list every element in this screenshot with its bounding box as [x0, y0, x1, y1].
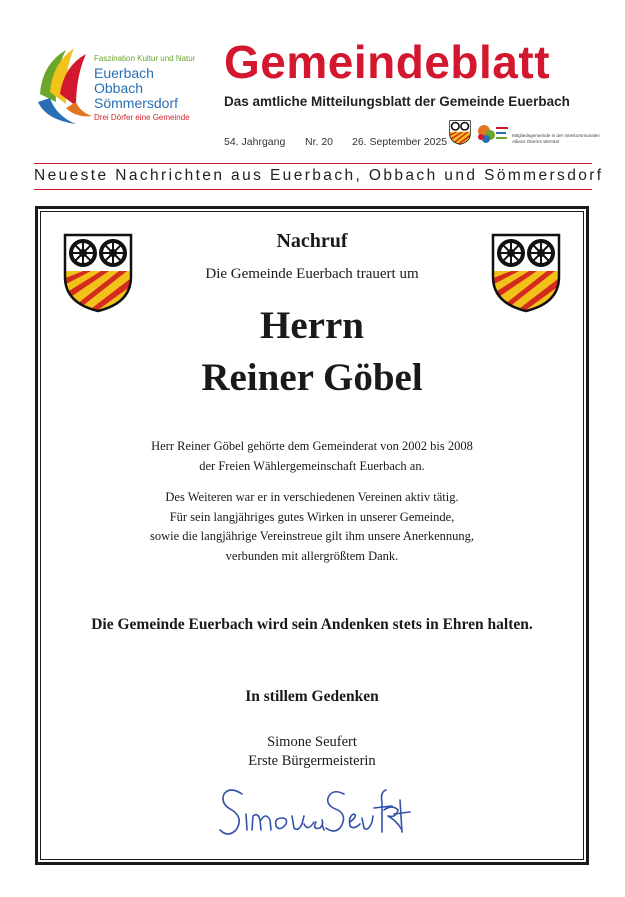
obituary-paragraph-2 — [40, 488, 584, 566]
header-rule-top — [34, 163, 592, 164]
obituary-intro: Die Gemeinde Euerbach trauert um — [205, 266, 419, 282]
header-tagline: Neueste Nachrichten aus Euerbach, Obbach und Sömmersdorf — [34, 167, 604, 184]
paragraph-line: Des Weiteren war er in verschiedenen Vereinen aktiv tätig. — [165, 490, 459, 504]
obituary-remembrance: In stillem Gedenken — [245, 688, 379, 705]
signer-title: Erste Bürgermeisterin — [248, 753, 376, 769]
issue-date: 26. September 2025 — [352, 136, 448, 148]
paragraph-line: verbunden mit allergrößtem Dank. — [225, 548, 399, 563]
masthead-title: Gemeindeblatt — [224, 36, 551, 88]
logo-tagline: Faszination Kultur und Natur — [94, 54, 196, 63]
header-rule-bottom — [34, 189, 592, 190]
issue-volume: 54. Jahrgang — [224, 136, 286, 148]
paragraph-line: Herr Reiner Göbel gehörte dem Gemeinderat von 2002 bis 2008 — [151, 439, 473, 453]
handwritten-signature — [216, 780, 412, 842]
alliance-member-note: Mitgliedsgemeinde in der Interkommunalen Allianz Oberes Werntal — [512, 133, 600, 144]
logo-place-euerbach: Euerbach — [94, 65, 154, 81]
paragraph-line: sowie die langjährige Vereinstreue gilt ihm unsere Anerkennung, — [150, 529, 474, 543]
obituary-signer — [40, 733, 584, 771]
obituary-name: Reiner Göbel — [201, 356, 423, 399]
alliance-logo-icon — [476, 121, 510, 145]
paragraph-line: der Freien Wählergemeinschaft Euerbach an. — [199, 458, 425, 473]
municipality-logo — [36, 42, 204, 128]
logo-place-soemmersdorf: Sömmersdorf — [94, 95, 179, 111]
obituary-heading: Nachruf — [276, 230, 348, 252]
signer-name: Simone Seufert — [267, 734, 357, 750]
paragraph-line: Für sein langjähriges gutes Wirken in unserer Gemeinde, — [169, 509, 455, 524]
obituary-salutation: Herrn — [260, 304, 364, 347]
municipality-logo-icon — [36, 42, 94, 128]
logo-place-obbach: Obbach — [94, 80, 144, 96]
logo-subline: Drei Dörfer eine Gemeinde — [94, 113, 190, 122]
obituary-paragraph-1 — [40, 437, 584, 476]
coat-of-arms-icon — [449, 120, 471, 145]
masthead-subtitle: Das amtliche Mitteilungsblatt der Gemeinde Euerbach — [224, 94, 570, 109]
obituary-closing: Die Gemeinde Euerbach wird sein Andenken stets in Ehren halten. — [91, 616, 533, 633]
issue-number: Nr. 20 — [305, 136, 334, 148]
